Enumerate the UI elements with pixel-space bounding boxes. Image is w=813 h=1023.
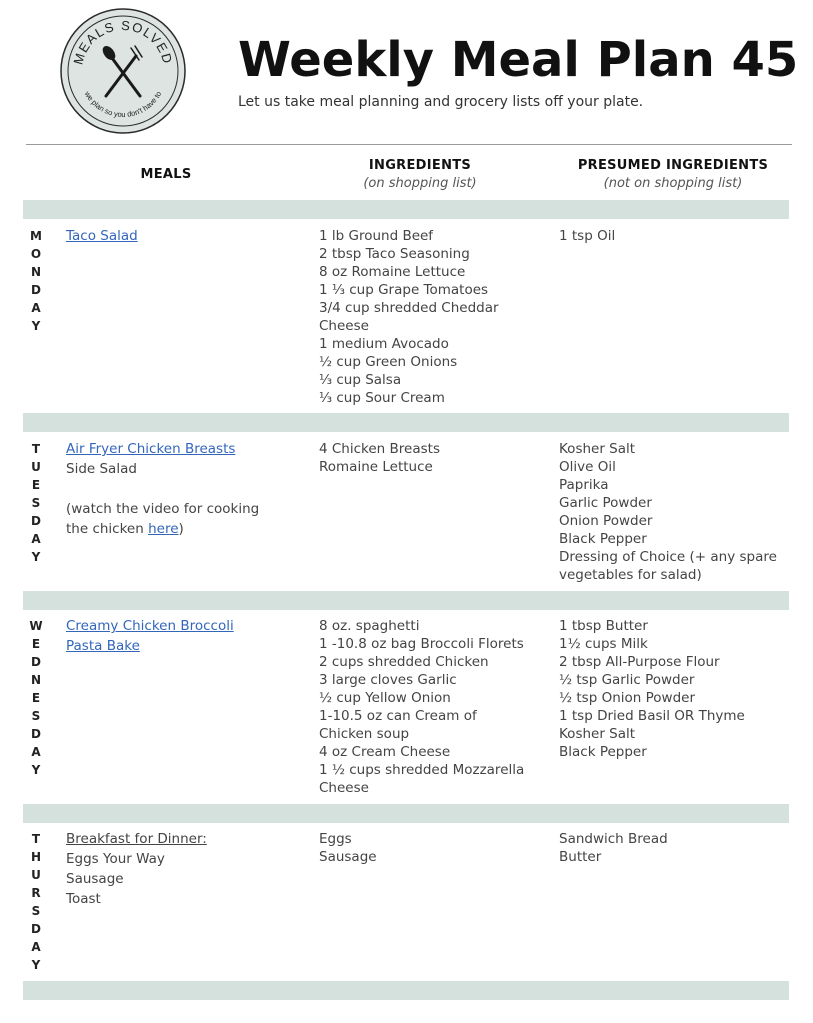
monday-meals: [66, 226, 138, 246]
tuesday-ingredients: [319, 440, 440, 476]
presumed-item: 1 tbsp Butter: [559, 618, 648, 634]
monday-ingredients: [319, 227, 499, 407]
presumed-column-header: PRESUMED INGREDIENTS (not on shopping list): [577, 158, 769, 191]
presumed-item: Butter: [559, 849, 602, 865]
meal-item: Sausage: [66, 871, 124, 887]
ingredient-item: 3/4 cup shredded Cheddar: [319, 300, 499, 316]
header-divider: [26, 144, 792, 145]
meals-solved-logo: [60, 8, 186, 134]
ingredient-item: 2 tbsp Taco Seasoning: [319, 246, 470, 262]
ingredients-column-header: INGREDIENTS (on shopping list): [363, 158, 477, 191]
presumed-item: ½ tsp Onion Powder: [559, 690, 695, 706]
presumed-item: 1½ cups Milk: [559, 636, 648, 652]
meal-heading: Breakfast for Dinner:: [66, 831, 207, 847]
presumed-item: Kosher Salt: [559, 441, 636, 457]
meal-side: Side Salad: [66, 461, 137, 477]
video-here-link[interactable]: here: [148, 521, 179, 537]
presumed-item: ½ tsp Garlic Powder: [559, 672, 695, 688]
video-note: (watch the video for cooking: [66, 501, 260, 517]
air-fryer-chicken-recipe-link[interactable]: Air Fryer Chicken Breasts: [66, 441, 236, 457]
thursday-presumed: [559, 830, 668, 866]
ingredient-item: 1 -10.8 oz bag Broccoli Florets: [319, 636, 524, 652]
ingredient-item: Eggs: [319, 831, 352, 847]
presumed-item: Dressing of Choice (+ any spare: [559, 549, 777, 565]
presumed-item: Black Pepper: [559, 531, 647, 547]
taco-salad-recipe-link[interactable]: Taco Salad: [66, 228, 138, 244]
row-separator: [23, 981, 789, 1000]
presumed-item: Olive Oil: [559, 459, 616, 475]
page-subtitle: Let us take meal planning and grocery lists off your plate.: [238, 94, 644, 110]
creamy-chicken-broccoli-recipe-link[interactable]: Creamy Chicken Broccoli: [66, 618, 234, 634]
tuesday-presumed: [559, 440, 777, 584]
ingredient-item: ⅓ cup Salsa: [319, 372, 402, 388]
day-label-tuesday: T U E S D A Y: [31, 442, 41, 564]
ingredient-item: Cheese: [319, 780, 369, 796]
thursday-meals: [66, 829, 207, 909]
presumed-item: 1 tsp Dried Basil OR Thyme: [559, 708, 745, 724]
ingredient-item: 1-10.5 oz can Cream of: [319, 708, 477, 724]
logo-text-top: MEALS SOLVED: [70, 17, 176, 67]
ingredient-item: ½ cup Green Onions: [319, 354, 458, 370]
monday-presumed: [559, 227, 615, 245]
ingredient-item: 1 lb Ground Beef: [319, 228, 434, 244]
ingredient-item: ½ cup Yellow Onion: [319, 690, 451, 706]
page-title: Weekly Meal Plan 45: [238, 32, 799, 88]
presumed-item: 2 tbsp All-Purpose Flour: [559, 654, 720, 670]
row-separator: [23, 591, 789, 610]
wednesday-ingredients: [319, 617, 524, 797]
presumed-item: vegetables for salad): [559, 567, 702, 583]
presumed-item: Garlic Powder: [559, 495, 652, 511]
ingredient-item: Chicken soup: [319, 726, 410, 742]
video-note-line: the chicken here): [66, 521, 184, 537]
presumed-item: Black Pepper: [559, 744, 647, 760]
ingredient-item: 8 oz. spaghetti: [319, 618, 420, 634]
day-label-thursday: T H U R S D A Y: [30, 832, 42, 972]
day-label-monday: M O N D A Y: [30, 229, 42, 333]
thursday-ingredients: [319, 830, 377, 866]
ingredient-item: 3 large cloves Garlic: [319, 672, 457, 688]
day-label-wednesday: W E D N E S D A Y: [29, 619, 43, 777]
presumed-item: Sandwich Bread: [559, 831, 668, 847]
ingredient-item: 1 medium Avocado: [319, 336, 449, 352]
wednesday-meals: [66, 616, 234, 656]
ingredient-item: ⅓ cup Sour Cream: [319, 390, 445, 406]
ingredient-item: 4 Chicken Breasts: [319, 441, 440, 457]
ingredient-item: 8 oz Romaine Lettuce: [319, 264, 466, 280]
ingredient-item: 2 cups shredded Chicken: [319, 654, 489, 670]
presumed-item: Kosher Salt: [559, 726, 636, 742]
ingredient-item: Cheese: [319, 318, 369, 334]
meal-item: Toast: [66, 891, 101, 907]
ingredient-item: Sausage: [319, 849, 377, 865]
meal-item: Eggs Your Way: [66, 851, 165, 867]
ingredient-item: 1 ⅓ cup Grape Tomatoes: [319, 282, 489, 298]
wednesday-presumed: [559, 617, 745, 761]
ingredient-item: Romaine Lettuce: [319, 459, 433, 475]
ingredient-item: 1 ½ cups shredded Mozzarella: [319, 762, 525, 778]
tuesday-meals: [66, 439, 259, 539]
row-separator: [23, 413, 789, 432]
meals-column-header: MEALS: [140, 167, 192, 182]
ingredient-item: 4 oz Cream Cheese: [319, 744, 451, 760]
logo-text-bottom: we plan so you don't have to: [82, 89, 164, 120]
presumed-item: 1 tsp Oil: [559, 228, 616, 244]
pasta-bake-recipe-link[interactable]: Pasta Bake: [66, 638, 140, 654]
presumed-item: Paprika: [559, 477, 609, 493]
presumed-item: Onion Powder: [559, 513, 653, 529]
row-separator: [23, 200, 789, 219]
row-separator: [23, 804, 789, 823]
